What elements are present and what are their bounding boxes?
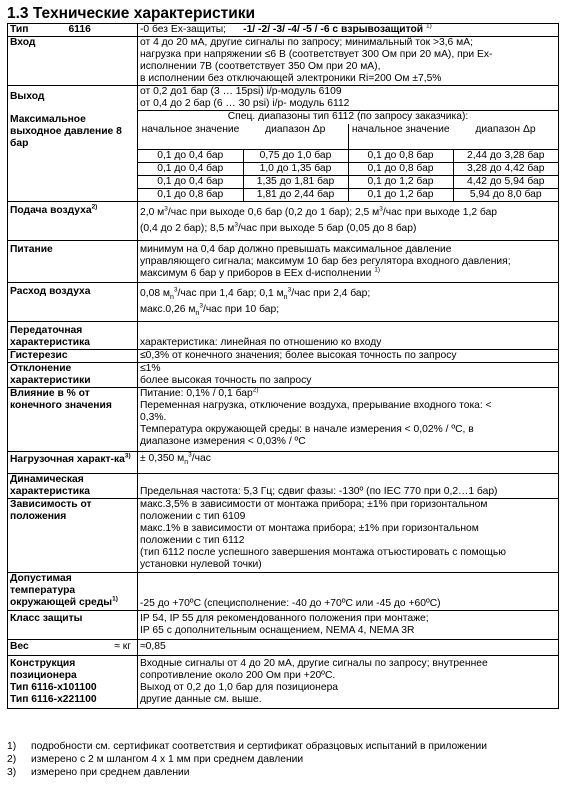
row-output bbox=[8, 86, 559, 202]
row-value bbox=[138, 611, 559, 640]
label-text: Конструкция позиционера bbox=[10, 658, 77, 681]
row-label: Зависимость от положения bbox=[8, 499, 138, 573]
subscript: n bbox=[195, 310, 200, 318]
label-text: Выход bbox=[10, 91, 45, 102]
row-label: Влияние в % от конечного значения bbox=[8, 388, 138, 452]
footnote-ref: 1) bbox=[112, 595, 118, 603]
cell: 5,94 до 8,0 бар bbox=[453, 189, 558, 202]
exponent: 3 bbox=[188, 451, 192, 459]
text-line: 0,3%. bbox=[140, 412, 167, 423]
page-title: 1.3 Технические характеристики bbox=[7, 5, 256, 22]
text-line bbox=[140, 268, 556, 280]
text-line: IP 65 с дополнительным оснащением, NEMA 4, NEMA 3R bbox=[140, 625, 415, 636]
text: Предельная частота: 5,3 Гц; сдвиг фазы: -130º (по IEC 770 при 0,2…1 бар) bbox=[140, 486, 498, 497]
text-line: нагрузка при напряжении ≤6 В (соответствует 300 Ом при 20 мА), при Ex- bbox=[140, 49, 493, 60]
text: характеристика: линейная по отношению ко входу bbox=[140, 337, 382, 348]
label-text: Тип bbox=[10, 24, 29, 35]
subscript: n bbox=[184, 459, 189, 467]
row-protection bbox=[8, 611, 559, 640]
row-label bbox=[8, 86, 138, 202]
row-value bbox=[138, 24, 559, 37]
text: максимум 6 бар у приборов в EEx d-исполнении bbox=[140, 268, 372, 279]
cell: 0,1 до 0,8 бар bbox=[348, 163, 453, 176]
text-line: исполнении 7В (соответствует 350 Ом при 20 мА), bbox=[140, 61, 381, 72]
row-label: Гистерезис bbox=[8, 350, 138, 363]
cell: 0,75 до 1,0 бар bbox=[243, 150, 348, 163]
row-value bbox=[138, 283, 559, 322]
footnote-text: подробности см. сертификат соответствия и сертификат образцовых испытаний в приложении bbox=[31, 741, 487, 752]
row-value bbox=[138, 363, 559, 388]
cell: 2,44 до 3,28 бар bbox=[453, 150, 558, 163]
text-line: IP 54, IP 55 для рекомендованного положения при монтаже; bbox=[140, 613, 429, 624]
footnote-number: 3) bbox=[7, 767, 17, 778]
type-value: -0 без Ex-защиты; bbox=[140, 24, 226, 35]
row-value bbox=[138, 573, 559, 611]
footnote-ref: 1) bbox=[426, 22, 432, 30]
text-line: положении с тип 6112 bbox=[140, 535, 245, 546]
row-air-consumption bbox=[8, 283, 559, 322]
spec-table bbox=[7, 23, 559, 709]
col-header: начальное значение bbox=[141, 123, 240, 135]
row-input bbox=[8, 37, 559, 86]
cell: 0,1 до 0,8 бар bbox=[348, 150, 453, 163]
footnote-ref: 3) bbox=[124, 452, 131, 460]
row-label: Класс защиты bbox=[8, 611, 138, 640]
row-value bbox=[138, 388, 559, 452]
cell: 0,1 до 0,8 бар bbox=[138, 189, 243, 202]
label-text: Нагрузочная характ-ка bbox=[10, 454, 125, 465]
text-line: Входные сигналы от 4 до 20 мА, другие сигналы по запросу; внутреннее bbox=[140, 658, 488, 669]
row-label: Динамическая характеристика bbox=[8, 474, 138, 499]
text-line: в исполнении без отключающей электроники Ri=200 Ом ±7,5% bbox=[140, 73, 442, 84]
cell: 3,28 до 4,42 бар bbox=[453, 163, 558, 176]
text: /час при выходе 0,6 бар (0,2 до 1 бар); 2,5 м bbox=[167, 207, 380, 218]
col-header: диапазон Δp bbox=[475, 123, 536, 135]
text-line: минимум на 0,4 бар должно превышать максимальное давление bbox=[140, 244, 452, 255]
row-load bbox=[8, 452, 559, 474]
text: /час при выходе 1,2 бар bbox=[382, 207, 498, 218]
text-line: от 4 до 20 мА, другие сигналы по запросу; минимальный ток >3,6 мА; bbox=[140, 37, 473, 48]
text: Питание: 0,1% / 0,1 бар bbox=[140, 388, 253, 399]
row-value bbox=[138, 241, 559, 283]
unit-text: ≈ кг bbox=[114, 641, 131, 652]
range-row bbox=[138, 150, 558, 163]
text: -25 до +70ºC (специсполнение: -40 до +70ºC или -45 до +60ºC) bbox=[140, 598, 441, 609]
row-value bbox=[138, 86, 559, 202]
exponent: 3 bbox=[379, 205, 383, 213]
cell: 0,1 до 1,2 бар bbox=[348, 189, 453, 202]
row-influence bbox=[8, 388, 559, 452]
text: /час при 2,4 бар; bbox=[291, 288, 371, 299]
footnote bbox=[7, 740, 487, 753]
row-value: ≤0,3% от конечного значения; более высокая точность по запросу bbox=[138, 350, 559, 363]
text-line: более высокая точность по запросу bbox=[140, 375, 312, 386]
range-row bbox=[138, 189, 558, 202]
label-text: Максимальное выходное давление 8 бар bbox=[10, 114, 122, 149]
footnote-number: 1) bbox=[7, 741, 17, 752]
label-text: Тип 6116-x221100 bbox=[10, 694, 97, 705]
cell: 0,1 до 1,2 бар bbox=[348, 176, 453, 189]
text: макс.0,26 м bbox=[140, 304, 196, 315]
text-line: установки нулевой точки) bbox=[140, 559, 262, 570]
text: ± 0,350 м bbox=[140, 453, 185, 464]
cell: 0,1 до 0,4 бар bbox=[138, 176, 243, 189]
footnote bbox=[7, 753, 487, 766]
row-label bbox=[8, 202, 138, 241]
text: /час при 10 бар; bbox=[202, 304, 280, 315]
text: /час bbox=[191, 453, 211, 464]
col-header: начальное значение bbox=[348, 124, 453, 150]
footnote-number: 2) bbox=[7, 754, 17, 765]
cell: 1,0 до 1,35 бар bbox=[243, 163, 348, 176]
row-label bbox=[8, 573, 138, 611]
text: 2,0 м bbox=[140, 207, 165, 218]
exponent: 3 bbox=[234, 221, 238, 229]
text: /час при выходе 5 бар (0,05 до 8 бар) bbox=[237, 223, 417, 234]
exponent: 3 bbox=[287, 286, 292, 294]
text-line bbox=[140, 302, 556, 318]
row-value bbox=[138, 37, 559, 86]
text-line: (тип 6112 после успешного завершения монтажа отъюстировать с помощью bbox=[140, 547, 506, 558]
row-label: Отклонение характеристики bbox=[8, 363, 138, 388]
text-line: от 0,2 до1 бар (3 … 15psi) i/p-модуль 6109 bbox=[140, 86, 342, 97]
row-temperature bbox=[8, 573, 559, 611]
cell: 0,1 до 0,4 бар bbox=[138, 163, 243, 176]
text: /час при 1,4 бар; 0,1 м bbox=[177, 288, 284, 299]
row-label bbox=[8, 656, 138, 709]
ranges-title: Спец. диапазоны тип 6112 (по запросу заказчика): bbox=[138, 111, 558, 124]
exponent: 3 bbox=[199, 302, 203, 310]
label-text: Подача воздуха bbox=[10, 205, 92, 216]
text-line: от 0,4 до 2 бар (6 … 30 psi) i/p- модуль 6112 bbox=[140, 98, 350, 109]
row-deviation bbox=[8, 363, 559, 388]
row-label: Передаточная характеристика bbox=[8, 322, 138, 350]
text-line: Температура окружающей среды: в начале измерения < 0,02% / ºC, в bbox=[140, 424, 474, 435]
row-transfer bbox=[8, 322, 559, 350]
row-power bbox=[8, 241, 559, 283]
text-line: положении с тип 6109 bbox=[140, 511, 246, 522]
text-line: другие данные см. выше. bbox=[140, 694, 262, 705]
exponent: 3 bbox=[164, 205, 168, 213]
footnote-ref: 1) bbox=[374, 266, 381, 274]
row-weight bbox=[8, 640, 559, 656]
label-text: Вес bbox=[10, 641, 29, 652]
row-design bbox=[8, 656, 559, 709]
text-line: макс.1% в зависимости от монтажа прибора; ±1% при горизонтальном bbox=[140, 523, 479, 534]
subscript: n bbox=[169, 294, 174, 302]
row-label bbox=[8, 452, 138, 474]
footnotes bbox=[7, 740, 487, 779]
range-row bbox=[138, 176, 558, 189]
row-type bbox=[8, 24, 559, 37]
text-line: Выход от 0,2 до 1,0 бар для позиционера bbox=[140, 682, 339, 693]
row-value bbox=[138, 499, 559, 573]
row-value bbox=[138, 322, 559, 350]
type-code: 6116 bbox=[68, 24, 91, 35]
footnote-text: измерено с 2 м шлангом 4 х 1 мм при среднем давлении bbox=[31, 754, 304, 765]
exponent: 3 bbox=[173, 286, 178, 294]
row-label bbox=[8, 24, 138, 37]
footnote bbox=[7, 766, 487, 779]
text-line: макс.3,5% в зависимости от монтажа прибора; ±1% при горизонтальном bbox=[140, 499, 488, 510]
ranges-table bbox=[138, 110, 558, 201]
cell: 4,42 до 5,94 бар bbox=[453, 176, 558, 189]
row-label: Вход bbox=[8, 37, 138, 86]
col-header: диапазон Δp bbox=[265, 123, 326, 135]
footnote-ref: 2) bbox=[91, 203, 98, 211]
text-line bbox=[140, 388, 556, 400]
footnote-ref: 2) bbox=[252, 386, 259, 394]
footnote-text: измерено при среднем давлении bbox=[31, 767, 190, 778]
row-value: ≈0,85 bbox=[138, 640, 559, 656]
range-row bbox=[138, 163, 558, 176]
row-label bbox=[8, 640, 138, 656]
text-line: ≤1% bbox=[140, 363, 161, 374]
cell: 1,35 до 1,81 бар bbox=[243, 176, 348, 189]
row-label: Расход воздуха bbox=[8, 283, 138, 322]
text-line: сопротивление около 200 Ом при +20ºC. bbox=[140, 670, 336, 681]
text: 0,08 м bbox=[140, 288, 170, 299]
row-dynamic bbox=[8, 474, 559, 499]
text-line bbox=[140, 205, 556, 221]
label-text: Допустимая температура окружающей среды bbox=[10, 573, 113, 608]
subscript: n bbox=[283, 294, 288, 302]
text-line bbox=[140, 286, 556, 302]
type-value-ex: -1/ -2/ -3/ -4/ -5 / -6 с взрывозащитой bbox=[243, 24, 424, 35]
text: (0,4 до 2 бар); 8,5 м bbox=[140, 223, 235, 234]
row-hysteresis bbox=[8, 350, 559, 363]
text-line: управляющего сигнала; максимум 10 бар без регулятора входного давления; bbox=[140, 256, 511, 267]
row-position bbox=[8, 499, 559, 573]
row-air-supply bbox=[8, 202, 559, 241]
text-line: диапазоне измерения < 0,03% / ºC bbox=[140, 436, 306, 447]
row-value bbox=[138, 202, 559, 241]
text-line bbox=[140, 221, 556, 237]
row-value bbox=[138, 452, 559, 474]
cell: 1,81 до 2,44 бар bbox=[243, 189, 348, 202]
text-line: Переменная нагрузка, отключение воздуха, прерывание входного тока: < bbox=[140, 400, 492, 411]
label-text: Тип 6116-x101100 bbox=[10, 682, 97, 693]
row-value bbox=[138, 656, 559, 709]
row-label: Питание bbox=[8, 241, 138, 283]
cell: 0,1 до 0,4 бар bbox=[138, 150, 243, 163]
row-value bbox=[138, 474, 559, 499]
